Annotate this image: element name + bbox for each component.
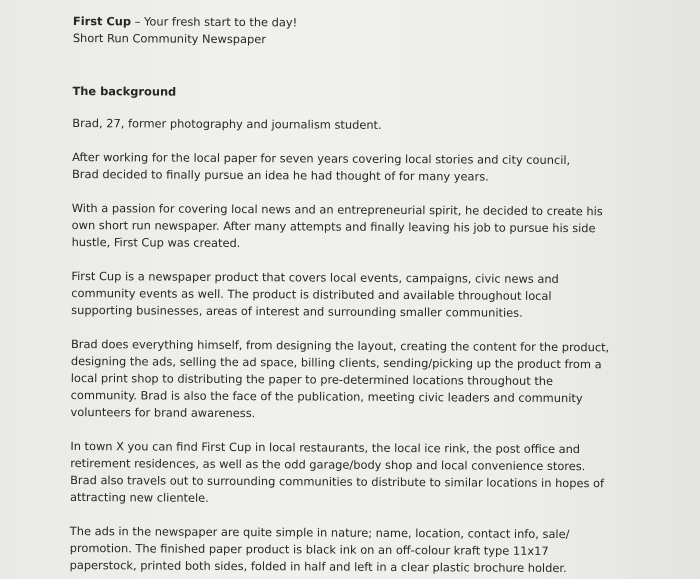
paragraph-line: Brad decided to finally pursue an idea he had thought of for many years.: [71, 166, 489, 184]
paragraph-line: designing the ads, selling the ad space, billing clients, sending/picking up the product from a: [70, 353, 602, 372]
paragraph-line: With a passion for covering local news and an entrepreneurial spirit, he decided to create his: [71, 200, 603, 219]
title-bold: First Cup: [72, 13, 132, 29]
paragraph: [72, 115, 632, 135]
paragraph-line: supporting businesses, areas of interest and surrounding smaller communities.: [71, 302, 523, 320]
paragraph-line: After working for the local paper for seven years covering local stories and city council,: [72, 149, 571, 168]
paragraph: [71, 336, 632, 424]
paragraph-line: Brad also travels out to surrounding communities to distribute to similar locations in hopes of: [70, 472, 605, 491]
paragraph-line: retirement residences, as well as the odd garage/body shop and local convenience stores.: [70, 455, 586, 474]
document-subtitle: Short Run Community Newspaper: [72, 30, 266, 47]
title-tagline: – Your fresh start to the day!: [131, 14, 298, 30]
paragraph-line: volunteers for brand awareness.: [70, 404, 256, 421]
paragraph: [71, 268, 631, 322]
paragraph-line: First Cup is a newspaper product that covers local events, campaigns, civic news and: [71, 268, 559, 286]
paragraph-line: promotion. The finished paper product is black ink on an off-colour kraft type 11x17: [69, 540, 549, 558]
paragraph-line: Brad does everything himself, from designing the layout, creating the content for the product,: [70, 336, 610, 355]
paragraph-line: In town X you can find First Cup in local restaurants, the local ice rink, the post office and: [70, 438, 581, 457]
paragraph-line: hustle, First Cup was created.: [71, 234, 241, 251]
paragraph-line: The ads in the newspaper are quite simple in nature; name, location, contact info, sale/: [69, 523, 570, 542]
paragraph-line: attracting new clientele.: [70, 489, 209, 505]
paragraph: [70, 438, 630, 509]
paragraph: [70, 523, 630, 577]
document-body: [70, 13, 633, 577]
paragraph-line: paperstock, printed both sides, folded in half and left in a clear plastic brochure holder.: [69, 557, 567, 576]
paragraph: [72, 149, 632, 186]
paragraph-line: community. Brad is also the face of the publication, meeting civic leaders and community: [70, 387, 583, 406]
paragraph-line: local print shop to distributing the paper to pre-determined locations throughout the: [70, 370, 554, 388]
paragraph: [72, 200, 632, 254]
paragraph-line: Brad, 27, former photography and journalism student.: [72, 115, 382, 132]
section-heading: The background: [72, 83, 177, 99]
paragraph-line: own short run newspaper. After many attempts and finally leaving his job to pursue his side: [71, 217, 596, 236]
paragraph-line: community events as well. The product is distributed and available throughout local: [71, 285, 552, 303]
